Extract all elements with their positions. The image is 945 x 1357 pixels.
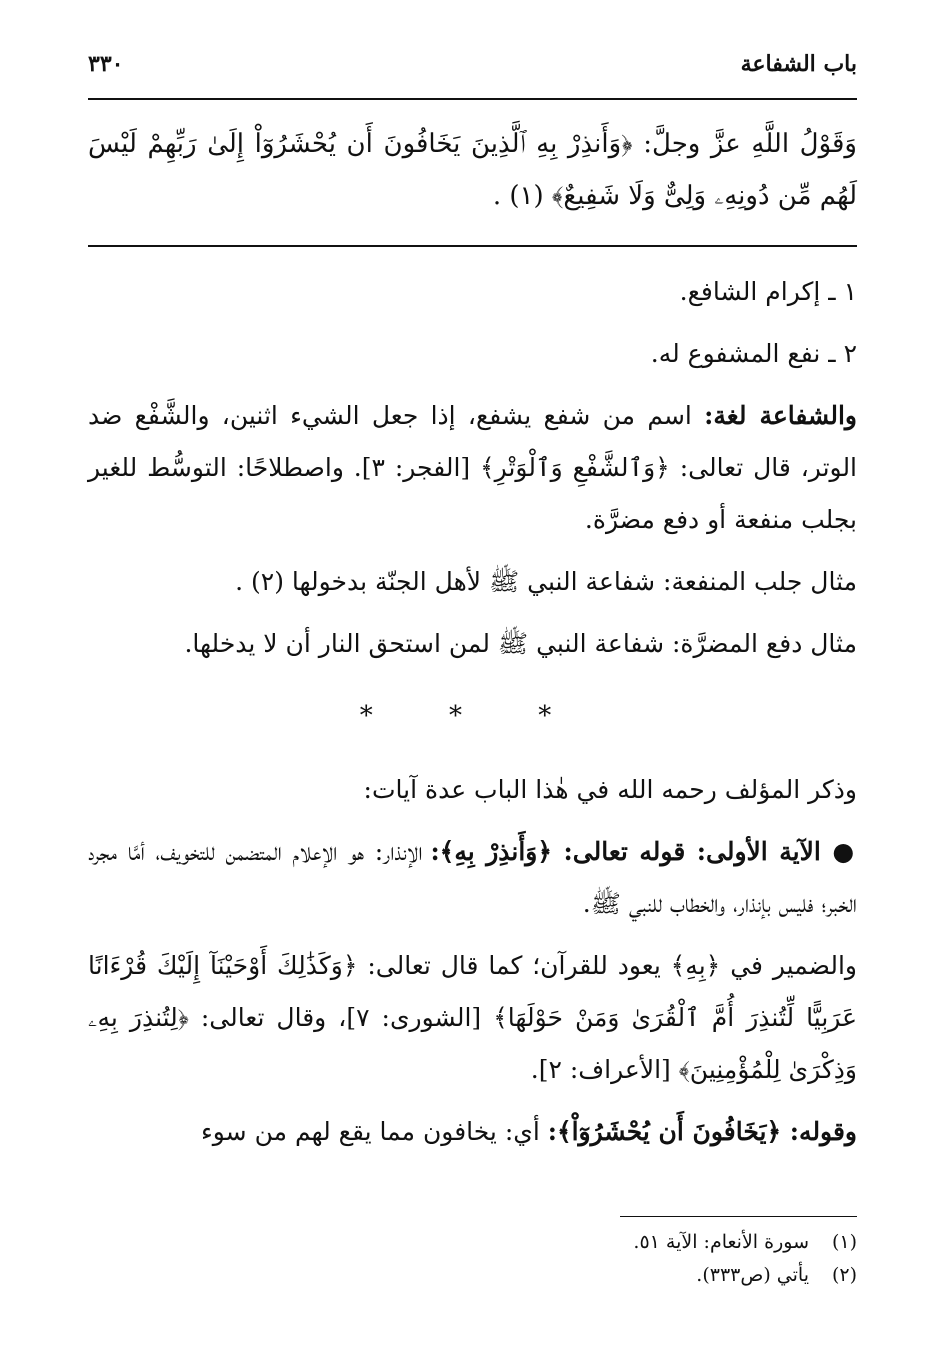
main-text bbox=[88, 266, 857, 1168]
footnote-text: سورة الأنعام: الآية ٥١. bbox=[633, 1231, 809, 1253]
page-number: ٣٣٠ bbox=[88, 51, 124, 77]
paragraph-6: وذكر المؤلف رحمه الله في هٰذا الباب عدة آيات: bbox=[363, 775, 857, 804]
paragraph-3 bbox=[88, 390, 857, 546]
verse-rule bbox=[88, 245, 857, 247]
footnotes bbox=[88, 1226, 857, 1292]
term-definition-text: اسم من شفع يشفع، إذا جعل الشيء اثنين، والشَّفْع ضد الوتر، قال تعالى: ﴿وَٱلشَّفْعِ وَٱلْوَتْرِ﴾ [الفجر: ٣]. واصطلاحًا: التوسُّط للغير بجلب منفعة أو دفع مضرَّة. bbox=[88, 401, 858, 534]
footnote-item bbox=[88, 1259, 857, 1292]
footnote-number: (١) bbox=[831, 1231, 857, 1253]
paragraph-7 bbox=[88, 826, 857, 930]
header-rule bbox=[88, 98, 857, 100]
footnote-text: يأتي (ص٣٣٣). bbox=[696, 1264, 809, 1286]
paragraph-5: مثال دفع المضرَّة: شفاعة النبي ﷺ لمن استحق النار أن لا يدخلها. bbox=[184, 629, 857, 658]
paragraph-1: ١ ـ إكرام الشافع. bbox=[679, 277, 857, 306]
first-verse-explanation: الإنذار: هو الإعلام المتضمن للتخويف، أمَّا مجرد الخبر؛ فليس بإنذار، والخطاب للنبي ﷺ. bbox=[88, 837, 857, 918]
paragraph-8: والضمير في ﴿بِهِ﴾ يعود للقرآن؛ كما قال تعالى: ﴿وَكَذَٰلِكَ أَوْحَيْنَآ إِلَيْكَ قُرْءَانًا عَرَبِيًّا لِّتُنذِرَ أُمَّ ٱلْقُرَىٰ وَمَنْ حَوْلَهَا﴾ [الشورى: ٧]، وقال تعالى: ﴿لِتُنذِرَ بِهِۦ وَذِكْرَىٰ لِلْمُؤْمِنِينَ﴾ [الأعراف: ٢]. bbox=[88, 951, 857, 1084]
term-definition-label: والشفاعة لغة: bbox=[704, 401, 857, 430]
paragraph-2: ٢ ـ نفع المشفوع له. bbox=[650, 339, 857, 368]
second-phrase-explanation: أي: يخافون مما يقع لهم من سوء bbox=[201, 1117, 548, 1146]
chapter-title: باب الشفاعة bbox=[740, 51, 857, 77]
page-header bbox=[88, 44, 857, 84]
footnote-item bbox=[88, 1226, 857, 1259]
paragraph-4: مثال جلب المنفعة: شفاعة النبي ﷺ لأهل الجنّة بدخولها (٢) . bbox=[235, 567, 857, 596]
section-separator: * * * bbox=[359, 701, 586, 731]
second-phrase-label: وقوله: ﴿يَخَافُونَ أَن يُحْشَرُوٓاْ﴾: bbox=[547, 1117, 857, 1146]
first-verse-label: ● الآية الأولى: قوله تعالى: ﴿وَأَنذِرْ بِهِ﴾: bbox=[430, 837, 857, 866]
paragraph-9 bbox=[88, 1106, 857, 1158]
verse-block bbox=[88, 118, 857, 232]
verse-text: وَقَوْلُ اللَّهِ عزَّ وجلَّ: ﴿وَأَنذِرْ بِهِ ٱلَّذِينَ يَخَافُونَ أَن يُحْشَرُوٓاْ إِلَىٰ رَبِّهِمْ لَيْسَ لَهُم مِّن دُونِهِۦ وَلِىٌّ وَلَا شَفِيعٌ﴾ (١) . bbox=[88, 129, 857, 211]
footnote-rule bbox=[620, 1216, 857, 1217]
footnote-number: (٢) bbox=[831, 1264, 857, 1286]
